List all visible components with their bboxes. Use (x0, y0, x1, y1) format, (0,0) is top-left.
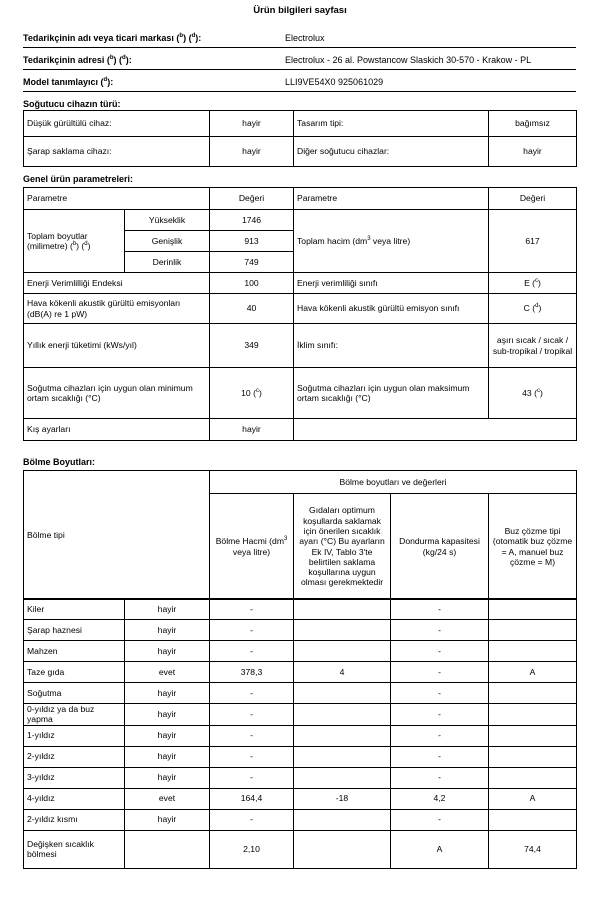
design-type-label: Tasarım tipi: (294, 111, 489, 137)
compartment-defrost-type (489, 599, 577, 620)
param-row (24, 419, 577, 441)
temperature-header: Gıdaları optimum koşullarda saklamak için önerilen sıcaklık ayarı (°C) Bu ayarların Ek IV, Tablo 3'te belirtilen saklama koşullarına uygun olması gerekmektedir (294, 494, 391, 600)
other-cooling-value: hayir (489, 137, 577, 167)
compartment-name: Şarap haznesi (24, 620, 125, 641)
model-label: Model tanımlayıcı ($^d$): (23, 77, 114, 87)
depth-value: 749 (210, 252, 294, 273)
compartment-section-title: Bölme Boyutları: (23, 457, 96, 467)
compartment-volume: 164,4 (210, 788, 294, 809)
compartment-row (24, 788, 577, 809)
compartment-temperature (294, 767, 391, 788)
compartment-volume: - (210, 725, 294, 746)
compartment-present (125, 830, 210, 868)
compartment-defrost-type (489, 746, 577, 767)
compartment-row (24, 620, 577, 641)
compartment-freezing-capacity: - (391, 704, 489, 726)
compartment-freezing-capacity: - (391, 809, 489, 830)
compartment-present: hayir (125, 809, 210, 830)
compartment-volume: - (210, 809, 294, 830)
compartment-name: 2-yıldız kısmı (24, 809, 125, 830)
winter-setting-label: Kış ayarları (24, 419, 210, 441)
compartment-row (24, 725, 577, 746)
total-volume-value: 617 (489, 210, 577, 273)
page-title: Ürün bilgileri sayfası (253, 5, 347, 16)
energy-class-value: E ($^c$) (489, 273, 577, 294)
compartment-present: hayir (125, 620, 210, 641)
width-value: 913 (210, 231, 294, 252)
compartment-volume: - (210, 767, 294, 788)
noise-class-label: Hava kökenli akustik gürültü emisyon sınıfı (294, 294, 489, 324)
compartment-name: 2-yıldız (24, 746, 125, 767)
compartment-freezing-capacity: - (391, 641, 489, 662)
compartment-volume: 378,3 (210, 662, 294, 683)
compartment-name: Taze gıda (24, 662, 125, 683)
compartment-freezing-capacity: 4,2 (391, 788, 489, 809)
param-row (24, 273, 577, 294)
compartment-freezing-capacity: - (391, 683, 489, 704)
appliance-type-table (23, 110, 577, 167)
compartment-row (24, 704, 577, 726)
compartment-defrost-type (489, 620, 577, 641)
compartment-present: evet (125, 662, 210, 683)
winter-setting-value: hayir (210, 419, 294, 441)
compartment-temperature: -18 (294, 788, 391, 809)
compartment-row (24, 767, 577, 788)
compartment-name: Değişken sıcaklık bölmesi (24, 830, 125, 868)
compartment-row (24, 830, 577, 868)
supplier-name-value: Electrolux (285, 33, 325, 43)
type-row (24, 137, 577, 167)
height-value: 1746 (210, 210, 294, 231)
compartment-freezing-capacity: - (391, 662, 489, 683)
noise-emission-value: 40 (210, 294, 294, 324)
compartment-name: Kiler (24, 599, 125, 620)
compartment-present: hayir (125, 704, 210, 726)
compartment-volume: - (210, 683, 294, 704)
compartment-name: Mahzen (24, 641, 125, 662)
compartment-freezing-capacity: A (391, 830, 489, 868)
min-ambient-value: 10 ($^c$) (210, 368, 294, 419)
compartment-present: hayir (125, 683, 210, 704)
annual-energy-value: 349 (210, 324, 294, 368)
compartment-temperature (294, 746, 391, 767)
compartment-defrost-type: A (489, 788, 577, 809)
compartment-table (23, 470, 577, 600)
compartment-temperature (294, 830, 391, 868)
climate-class-value: aşırı sıcak / sıcak / sub-tropikal / tropikal (489, 324, 577, 368)
compartment-freezing-capacity: - (391, 746, 489, 767)
model-row (23, 70, 576, 92)
volume-header: Bölme Hacmi ($dm^3$ veya litre) (210, 494, 294, 600)
compartment-rows-table (23, 598, 577, 869)
compartment-volume: - (210, 620, 294, 641)
compartment-name: 0-yıldız ya da buz yapma (24, 704, 125, 726)
climate-class-label: İklim sınıfı: (294, 324, 489, 368)
defrost-type-header: Buz çözme tipi (otomatik buz çözme = A, manuel buz çözme = M) (489, 494, 577, 600)
height-label: Yükseklik (125, 210, 210, 231)
compartment-volume: - (210, 641, 294, 662)
compartment-freezing-capacity: - (391, 725, 489, 746)
general-parameters-table (23, 187, 577, 441)
compartment-present: hayir (125, 641, 210, 662)
supplier-address-label: Tedarikçinin adresi ($^b$) ($^d$): (23, 55, 132, 65)
wine-storage-value: hayir (210, 137, 294, 167)
low-noise-label: Düşük gürültülü cihaz: (24, 111, 210, 137)
compartment-defrost-type: A (489, 662, 577, 683)
compartment-defrost-type (489, 704, 577, 726)
eei-value: 100 (210, 273, 294, 294)
compartment-temperature (294, 620, 391, 641)
compartment-row (24, 809, 577, 830)
compartment-present: hayir (125, 767, 210, 788)
compartment-type-header: Bölme tipi (24, 471, 210, 600)
max-ambient-label: Soğutma cihazları için uygun olan maksimum ortam sıcaklığı (°C) (294, 368, 489, 419)
compartment-name: Soğutma (24, 683, 125, 704)
compartment-temperature (294, 599, 391, 620)
wine-storage-label: Şarap saklama cihazı: (24, 137, 210, 167)
type-section-title: Soğutucu cihazın türü: (23, 99, 121, 109)
design-type-value: bağımsız (489, 111, 577, 137)
compartment-temperature (294, 809, 391, 830)
compartment-row (24, 599, 577, 620)
supplier-name-row (23, 26, 576, 48)
dimensions-label: Toplam boyutlar (milimetre) ($^b$) ($^d$) (24, 210, 125, 273)
depth-label: Derinlik (125, 252, 210, 273)
general-section-title: Genel ürün parametreleri: (23, 174, 134, 184)
compartment-name: 3-yıldız (24, 767, 125, 788)
model-value: LLI9VE54X0 925061029 (285, 77, 384, 87)
compartment-present: hayir (125, 746, 210, 767)
noise-emission-label: Hava kökenli akustik gürültü emisyonları (dB(A) re 1 pW) (24, 294, 210, 324)
value-header-right: Değeri (489, 188, 577, 210)
param-header: Parametre (24, 188, 210, 210)
compartment-defrost-type (489, 809, 577, 830)
compartment-present: hayir (125, 725, 210, 746)
param-row (24, 294, 577, 324)
compartment-freezing-capacity: - (391, 620, 489, 641)
compartment-row (24, 746, 577, 767)
compartment-freezing-capacity: - (391, 599, 489, 620)
param-row (24, 324, 577, 368)
compartment-volume: - (210, 599, 294, 620)
min-ambient-label: Soğutma cihazları için uygun olan minimum ortam sıcaklığı (°C) (24, 368, 210, 419)
compartment-defrost-type (489, 641, 577, 662)
compartment-defrost-type: 74,4 (489, 830, 577, 868)
annual-energy-label: Yıllık enerji tüketimi (kWs/yıl) (24, 324, 210, 368)
compartment-temperature: 4 (294, 662, 391, 683)
freezing-capacity-header: Dondurma kapasitesi (kg/24 s) (391, 494, 489, 600)
total-volume-label: Toplam hacim ($dm^3$ veya litre) (294, 210, 489, 273)
compartment-volume: - (210, 704, 294, 726)
compartment-temperature (294, 683, 391, 704)
compartment-present: hayir (125, 599, 210, 620)
compartment-volume: - (210, 746, 294, 767)
general-header-row (24, 188, 577, 210)
compartment-temperature (294, 704, 391, 726)
noise-class-value: C ($^d$) (489, 294, 577, 324)
param-row (24, 368, 577, 419)
compartment-defrost-type (489, 725, 577, 746)
compartment-row (24, 641, 577, 662)
energy-class-label: Enerji verimliliği sınıfı (294, 273, 489, 294)
compartment-defrost-type (489, 683, 577, 704)
other-cooling-label: Diğer soğutucu cihazlar: (294, 137, 489, 167)
empty-cell (294, 419, 577, 441)
compartment-row (24, 683, 577, 704)
compartment-defrost-type (489, 767, 577, 788)
value-header: Değeri (210, 188, 294, 210)
compartment-row (24, 662, 577, 683)
eei-label: Enerji Verimlilliği Endeksi (24, 273, 210, 294)
compartment-name: 4-yıldız (24, 788, 125, 809)
dimension-row (24, 210, 577, 231)
compartment-present: evet (125, 788, 210, 809)
compartment-temperature (294, 641, 391, 662)
supplier-address-value: Electrolux - 26 al. Powstancow Slaskich 30-570 - Krakow - PL (285, 55, 532, 65)
low-noise-value: hayir (210, 111, 294, 137)
param-header-right: Parametre (294, 188, 489, 210)
compartment-group-header: Bölme boyutları ve değerleri (210, 471, 577, 494)
compartment-name: 1-yıldız (24, 725, 125, 746)
compartment-group-header-row (24, 471, 577, 494)
compartment-temperature (294, 725, 391, 746)
compartment-freezing-capacity: - (391, 767, 489, 788)
compartment-volume: 2,10 (210, 830, 294, 868)
max-ambient-value: 43 ($^c$) (489, 368, 577, 419)
supplier-address-row (23, 48, 576, 70)
width-label: Genişlik (125, 231, 210, 252)
type-row (24, 111, 577, 137)
supplier-name-label: Tedarikçinin adı veya ticari markası ($^b$) ($^d$): (23, 33, 202, 43)
